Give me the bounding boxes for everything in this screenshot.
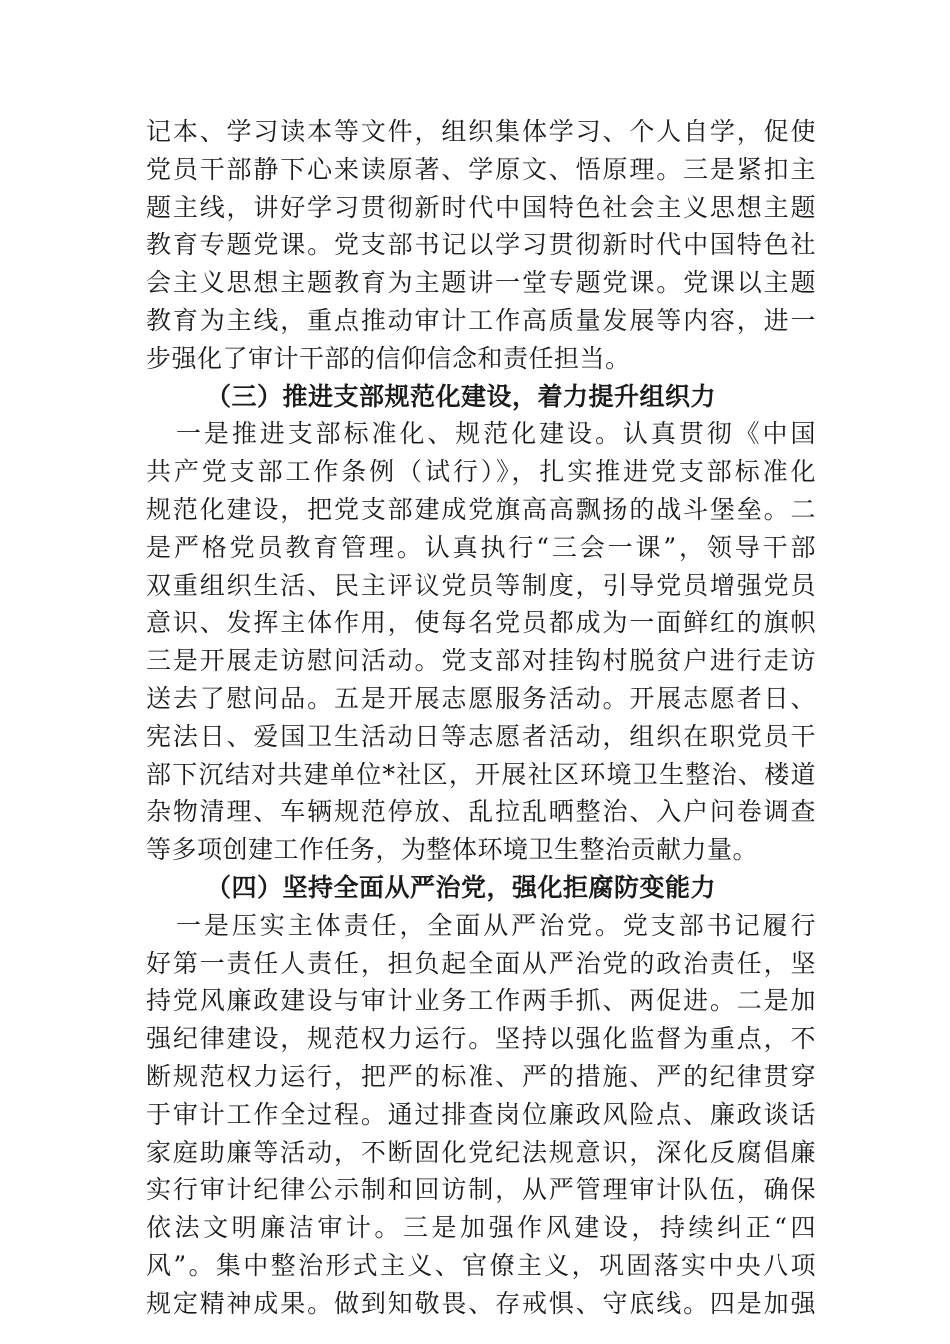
- body-line: 步强化了审计干部的信仰信念和责任担当。: [146, 343, 631, 373]
- document-body: [146, 113, 816, 1323]
- body-line: 家庭助廉等活动，不断固化党纪法规意识，深化反腐倡廉: [146, 1137, 816, 1167]
- body-line: 实行审计纪律公示制和回访制，从严管理审计队伍，确保: [146, 1175, 816, 1205]
- body-line: 规定精神成果。做到知敬畏、存戒惧、守底线。四是加强: [146, 1288, 816, 1318]
- body-line: 党员干部静下心来读原著、学原文、悟原理。三是紧扣主: [146, 154, 816, 184]
- body-line: 是严格党员教育管理。认真执行“三会一课”，领导干部: [146, 532, 816, 562]
- body-line: 三是开展走访慰问活动。党支部对挂钩村脱贫户进行走访: [146, 646, 816, 676]
- body-line: 于审计工作全过程。通过排查岗位廉政风险点、廉政谈话: [146, 1099, 816, 1129]
- body-line: 断规范权力运行，把严的标准、严的措施、严的纪律贯穿: [146, 1061, 816, 1091]
- body-line: 双重组织生活、民主评议党员等制度，引导党员增强党员: [146, 570, 816, 600]
- paragraph-start-line: 一是压实主体责任，全面从严治党。党支部书记履行: [176, 910, 816, 940]
- body-line: 题主线，讲好学习贯彻新时代中国特色社会主义思想主题: [146, 192, 816, 222]
- body-line: 依法文明廉洁审计。三是加强作风建设，持续纠正“四: [146, 1213, 816, 1243]
- body-line: 记本、学习读本等文件，组织集体学习、个人自学，促使: [146, 117, 816, 146]
- section-heading-4: （四）坚持全面从严治党，强化拒腐防变能力: [206, 872, 717, 902]
- body-line: 持党风廉政建设与审计业务工作两手抓、两促进。二是加: [146, 986, 816, 1016]
- body-line: 好第一责任人责任，担负起全面从严治党的政治责任，坚: [146, 948, 816, 978]
- body-line: 送去了慰问品。五是开展志愿服务活动。开展志愿者日、: [146, 683, 816, 713]
- section-heading-3: （三）推进支部规范化建设，着力提升组织力: [206, 381, 717, 411]
- body-line: 宪法日、爱国卫生活动日等志愿者活动，组织在职党员干: [146, 721, 816, 751]
- body-line: 风”。集中整治形式主义、官僚主义，巩固落实中央八项: [146, 1250, 816, 1280]
- body-line: 共产党支部工作条例（试行）》，扎实推进党支部标准化: [146, 457, 816, 487]
- body-line: 杂物清理、车辆规范停放、乱拉乱晒整治、入户问卷调查: [146, 797, 816, 827]
- body-line: 教育专题党课。党支部书记以学习贯彻新时代中国特色社: [146, 230, 816, 260]
- body-line: 部下沉结对共建单位*社区，开展社区环境卫生整治、楼道: [146, 759, 816, 789]
- body-line: 规范化建设，把党支部建成党旗高高飘扬的战斗堡垒。二: [146, 494, 816, 524]
- body-line: 意识、发挥主体作用，使每名党员都成为一面鲜红的旗帜: [146, 608, 816, 638]
- paragraph-start-line: 一是推进支部标准化、规范化建设。认真贯彻《中国: [176, 419, 816, 449]
- body-line: 教育为主线，重点推动审计工作高质量发展等内容，进一: [146, 305, 816, 335]
- body-line: 等多项创建工作任务，为整体环境卫生整治贡献力量。: [146, 835, 759, 865]
- body-line: 强纪律建设，规范权力运行。坚持以强化监督为重点，不: [146, 1024, 816, 1054]
- body-line: 会主义思想主题教育为主题讲一堂专题党课。党课以主题: [146, 268, 816, 298]
